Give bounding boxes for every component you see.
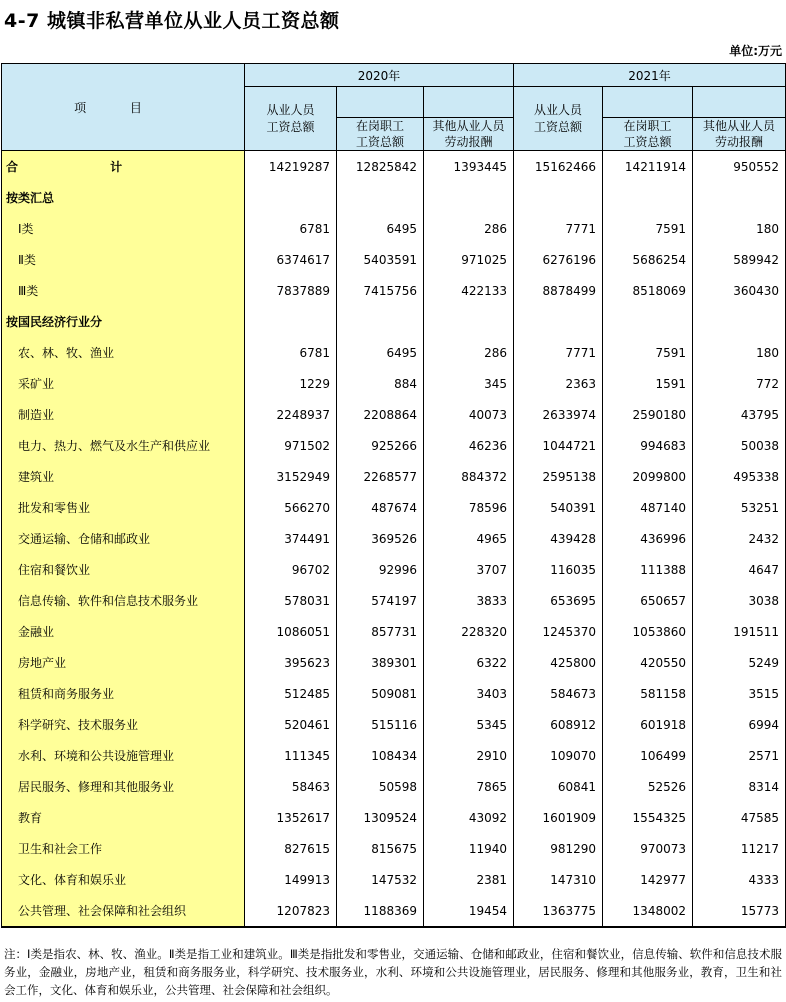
cell-value: 345 — [424, 368, 514, 399]
cell-value: 2590180 — [603, 399, 693, 430]
cell-value: 566270 — [245, 492, 337, 523]
cell-value: 420550 — [603, 647, 693, 678]
cell-value: 50038 — [693, 430, 786, 461]
row-label: 制造业 — [2, 399, 245, 430]
cell-value: 2363 — [514, 368, 603, 399]
cell-value — [245, 182, 337, 213]
table-row — [2, 492, 786, 523]
row-label: 农、林、牧、渔业 — [2, 337, 245, 368]
table-body — [2, 151, 786, 928]
cell-value: 106499 — [603, 740, 693, 771]
cell-value: 422133 — [424, 275, 514, 306]
cell-value — [603, 306, 693, 337]
cell-value: 650657 — [603, 585, 693, 616]
cell-value: 8314 — [693, 771, 786, 802]
cell-value: 970073 — [603, 833, 693, 864]
row-label: Ⅲ类 — [2, 275, 245, 306]
cell-value: 7865 — [424, 771, 514, 802]
cell-value: 487140 — [603, 492, 693, 523]
cell-value: 47585 — [693, 802, 786, 833]
cell-value: 857731 — [337, 616, 424, 647]
cell-value: 6781 — [245, 213, 337, 244]
row-label: 教育 — [2, 802, 245, 833]
cell-value: 584673 — [514, 678, 603, 709]
cell-value: 3403 — [424, 678, 514, 709]
row-label: 金融业 — [2, 616, 245, 647]
row-label: 建筑业 — [2, 461, 245, 492]
cell-value: 96702 — [245, 554, 337, 585]
cell-value: 1554325 — [603, 802, 693, 833]
cell-value: 1601909 — [514, 802, 603, 833]
footnote: 注：Ⅰ类是指农、林、牧、渔业。Ⅱ类是指工业和建筑业。Ⅲ类是指批发和零售业，交通运输、仓储和邮政业，住宿和餐饮业，信息传输、软件和信息技术服务业，金融业，房地产业，租赁和商务服务业，科学研究、技术服务业，水利、环境和公共设施管理业，居民服务、修理和其他服务业，教育，卫生和社会工作，文化、体育和娱乐业，公共管理、社会保障和社会组织。 — [4, 947, 782, 997]
cell-value: 994683 — [603, 430, 693, 461]
row-label: 租赁和商务服务业 — [2, 678, 245, 709]
header-year-2021: 2021年 — [514, 64, 786, 87]
cell-value: 50598 — [337, 771, 424, 802]
cell-value: 111345 — [245, 740, 337, 771]
cell-value: 395623 — [245, 647, 337, 678]
cell-value: 116035 — [514, 554, 603, 585]
cell-value: 1363775 — [514, 895, 603, 927]
cell-value: 149913 — [245, 864, 337, 895]
cell-value: 981290 — [514, 833, 603, 864]
cell-value: 3833 — [424, 585, 514, 616]
cell-value: 4965 — [424, 523, 514, 554]
cell-value: 2268577 — [337, 461, 424, 492]
cell-value: 971025 — [424, 244, 514, 275]
cell-value: 487674 — [337, 492, 424, 523]
cell-value: 1188369 — [337, 895, 424, 927]
row-label: 住宿和餐饮业 — [2, 554, 245, 585]
table-row — [2, 399, 786, 430]
cell-value: 1591 — [603, 368, 693, 399]
wage-table — [1, 63, 786, 928]
cell-value: 2248937 — [245, 399, 337, 430]
cell-value: 6495 — [337, 213, 424, 244]
table-row — [2, 802, 786, 833]
cell-value: 58463 — [245, 771, 337, 802]
cell-value: 5403591 — [337, 244, 424, 275]
cell-value: 827615 — [245, 833, 337, 864]
cell-value: 512485 — [245, 678, 337, 709]
cell-value: 46236 — [424, 430, 514, 461]
cell-value: 2381 — [424, 864, 514, 895]
cell-value: 15162466 — [514, 151, 603, 183]
cell-value: 2595138 — [514, 461, 603, 492]
row-label: 房地产业 — [2, 647, 245, 678]
cell-value: 180 — [693, 213, 786, 244]
cell-value: 589942 — [693, 244, 786, 275]
header-onjob-2020-spacer — [337, 87, 424, 118]
header-onjob-2020: 在岗职工 工资总额 — [337, 118, 424, 151]
header-other-2020: 其他从业人员 劳动报酬 — [424, 118, 514, 151]
row-label: Ⅱ类 — [2, 244, 245, 275]
cell-value — [693, 182, 786, 213]
cell-value: 52526 — [603, 771, 693, 802]
cell-value: 2208864 — [337, 399, 424, 430]
table-row — [2, 461, 786, 492]
cell-value: 925266 — [337, 430, 424, 461]
cell-value: 40073 — [424, 399, 514, 430]
cell-value: 369526 — [337, 523, 424, 554]
table-row — [2, 275, 786, 306]
cell-value: 1053860 — [603, 616, 693, 647]
cell-value: 53251 — [693, 492, 786, 523]
cell-value: 11217 — [693, 833, 786, 864]
cell-value: 3707 — [424, 554, 514, 585]
cell-value: 6374617 — [245, 244, 337, 275]
row-label: 文化、体育和娱乐业 — [2, 864, 245, 895]
table-row — [2, 337, 786, 368]
cell-value: 286 — [424, 213, 514, 244]
cell-value: 7771 — [514, 337, 603, 368]
row-label: 公共管理、社会保障和社会组织 — [2, 895, 245, 927]
cell-value: 436996 — [603, 523, 693, 554]
cell-value: 7837889 — [245, 275, 337, 306]
cell-value: 815675 — [337, 833, 424, 864]
header-total-2021: 从业人员 工资总额 — [514, 87, 603, 151]
header-other-2021: 其他从业人员 劳动报酬 — [693, 118, 786, 151]
table-row — [2, 182, 786, 213]
cell-value: 495338 — [693, 461, 786, 492]
cell-value: 7591 — [603, 213, 693, 244]
cell-value: 92996 — [337, 554, 424, 585]
page-title: 4-7 城镇非私营单位从业人员工资总额 — [4, 10, 340, 32]
cell-value: 772 — [693, 368, 786, 399]
cell-value: 111388 — [603, 554, 693, 585]
cell-value — [424, 182, 514, 213]
cell-value: 3038 — [693, 585, 786, 616]
table-row — [2, 616, 786, 647]
header-year-2020: 2020年 — [245, 64, 514, 87]
cell-value: 180 — [693, 337, 786, 368]
cell-value: 360430 — [693, 275, 786, 306]
cell-value — [337, 182, 424, 213]
table-row — [2, 554, 786, 585]
row-label: Ⅰ类 — [2, 213, 245, 244]
cell-value: 578031 — [245, 585, 337, 616]
cell-value: 425800 — [514, 647, 603, 678]
cell-value: 19454 — [424, 895, 514, 927]
cell-value: 6994 — [693, 709, 786, 740]
cell-value — [603, 182, 693, 213]
cell-value: 6495 — [337, 337, 424, 368]
table-row — [2, 430, 786, 461]
table-row — [2, 740, 786, 771]
cell-value: 1086051 — [245, 616, 337, 647]
cell-value: 5249 — [693, 647, 786, 678]
cell-value — [514, 306, 603, 337]
row-label: 采矿业 — [2, 368, 245, 399]
cell-value: 574197 — [337, 585, 424, 616]
cell-value: 5345 — [424, 709, 514, 740]
cell-value: 108434 — [337, 740, 424, 771]
cell-value: 1229 — [245, 368, 337, 399]
row-label: 批发和零售业 — [2, 492, 245, 523]
cell-value: 6276196 — [514, 244, 603, 275]
cell-value: 389301 — [337, 647, 424, 678]
cell-value: 653695 — [514, 585, 603, 616]
table-row — [2, 647, 786, 678]
cell-value: 2571 — [693, 740, 786, 771]
table-row — [2, 585, 786, 616]
cell-value: 540391 — [514, 492, 603, 523]
table-row — [2, 213, 786, 244]
cell-value: 142977 — [603, 864, 693, 895]
row-label: 信息传输、软件和信息技术服务业 — [2, 585, 245, 616]
cell-value: 14211914 — [603, 151, 693, 183]
cell-value: 439428 — [514, 523, 603, 554]
header-onjob-2021-spacer — [603, 87, 693, 118]
row-label: 水利、环境和公共设施管理业 — [2, 740, 245, 771]
cell-value: 11940 — [424, 833, 514, 864]
cell-value: 7415756 — [337, 275, 424, 306]
cell-value: 43795 — [693, 399, 786, 430]
cell-value: 1044721 — [514, 430, 603, 461]
cell-value: 1309524 — [337, 802, 424, 833]
table-row — [2, 244, 786, 275]
table-row — [2, 151, 786, 183]
cell-value — [337, 306, 424, 337]
cell-value: 515116 — [337, 709, 424, 740]
table-row — [2, 864, 786, 895]
cell-value: 509081 — [337, 678, 424, 709]
cell-value: 1393445 — [424, 151, 514, 183]
cell-value: 581158 — [603, 678, 693, 709]
cell-value: 6781 — [245, 337, 337, 368]
header-onjob-2021: 在岗职工 工资总额 — [603, 118, 693, 151]
cell-value: 8518069 — [603, 275, 693, 306]
header-item: 项 目 — [2, 64, 245, 151]
cell-value: 5686254 — [603, 244, 693, 275]
table-row — [2, 523, 786, 554]
cell-value: 2099800 — [603, 461, 693, 492]
cell-value: 147310 — [514, 864, 603, 895]
cell-value: 601918 — [603, 709, 693, 740]
row-label: 科学研究、技术服务业 — [2, 709, 245, 740]
unit-label: 单位:万元 — [729, 44, 782, 58]
cell-value: 374491 — [245, 523, 337, 554]
table-row — [2, 833, 786, 864]
row-label: 卫生和社会工作 — [2, 833, 245, 864]
cell-value: 109070 — [514, 740, 603, 771]
table-row — [2, 678, 786, 709]
table-row — [2, 709, 786, 740]
row-label: 合 计 — [2, 151, 245, 183]
cell-value: 1352617 — [245, 802, 337, 833]
table-row — [2, 771, 786, 802]
cell-value: 12825842 — [337, 151, 424, 183]
row-label: 交通运输、仓储和邮政业 — [2, 523, 245, 554]
cell-value: 8878499 — [514, 275, 603, 306]
cell-value: 608912 — [514, 709, 603, 740]
cell-value: 3152949 — [245, 461, 337, 492]
header-other-2020-spacer — [424, 87, 514, 118]
row-label: 居民服务、修理和其他服务业 — [2, 771, 245, 802]
cell-value: 14219287 — [245, 151, 337, 183]
cell-value: 1245370 — [514, 616, 603, 647]
cell-value: 60841 — [514, 771, 603, 802]
cell-value: 6322 — [424, 647, 514, 678]
table-row — [2, 368, 786, 399]
cell-value — [245, 306, 337, 337]
cell-value: 191511 — [693, 616, 786, 647]
cell-value: 950552 — [693, 151, 786, 183]
cell-value — [424, 306, 514, 337]
cell-value: 884 — [337, 368, 424, 399]
cell-value: 2633974 — [514, 399, 603, 430]
cell-value: 286 — [424, 337, 514, 368]
cell-value — [693, 306, 786, 337]
cell-value: 3515 — [693, 678, 786, 709]
cell-value: 4647 — [693, 554, 786, 585]
cell-value: 2910 — [424, 740, 514, 771]
row-label: 电力、热力、燃气及水生产和供应业 — [2, 430, 245, 461]
header-other-2021-spacer — [693, 87, 786, 118]
cell-value: 1207823 — [245, 895, 337, 927]
row-label: 按国民经济行业分 — [2, 306, 245, 337]
cell-value: 15773 — [693, 895, 786, 927]
row-label: 按类汇总 — [2, 182, 245, 213]
cell-value: 2432 — [693, 523, 786, 554]
cell-value: 971502 — [245, 430, 337, 461]
header-total-2020: 从业人员 工资总额 — [245, 87, 337, 151]
cell-value: 228320 — [424, 616, 514, 647]
cell-value: 520461 — [245, 709, 337, 740]
cell-value: 43092 — [424, 802, 514, 833]
cell-value: 1348002 — [603, 895, 693, 927]
table-row — [2, 895, 786, 927]
cell-value: 147532 — [337, 864, 424, 895]
cell-value: 7591 — [603, 337, 693, 368]
cell-value: 78596 — [424, 492, 514, 523]
cell-value — [514, 182, 603, 213]
cell-value: 7771 — [514, 213, 603, 244]
cell-value: 884372 — [424, 461, 514, 492]
cell-value: 4333 — [693, 864, 786, 895]
table-row — [2, 306, 786, 337]
